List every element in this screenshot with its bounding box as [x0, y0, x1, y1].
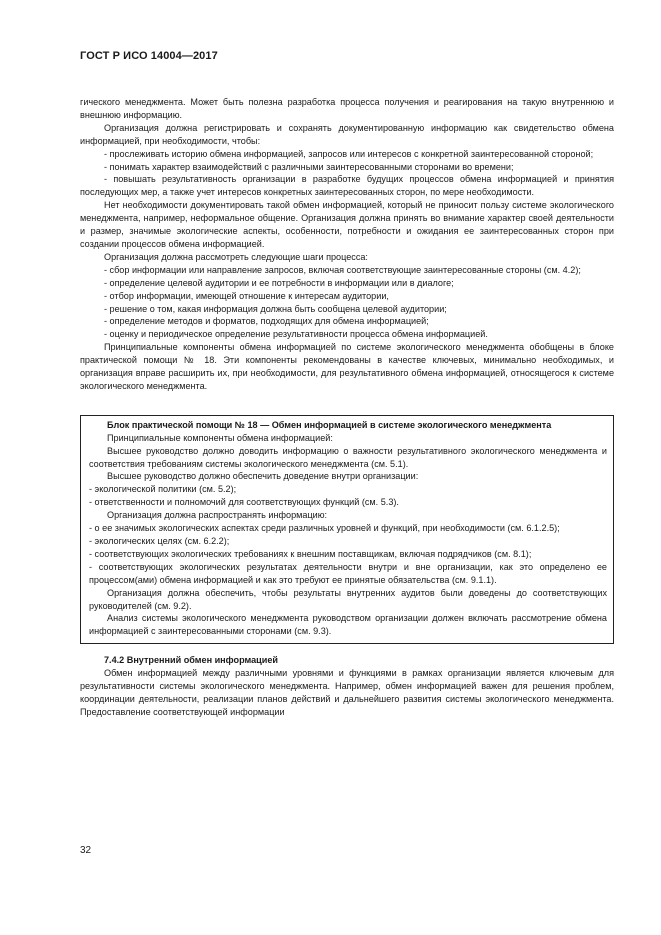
paragraph: Организация должна рассмотреть следующие шаги процесса:	[104, 251, 368, 262]
box-line: Высшее руководство должно обеспечить доведение внутри организации:	[107, 471, 419, 482]
list-item: - повышать результативность организации в разработке будущих процессов обмена информацией и принятия последующих мер, а также учет интересов конкретных заинтересованных сторон, по мере необходимости.	[80, 174, 614, 198]
box-list-item: - о ее значимых экологических аспектах среди различных уровней и функций, при необходимости (см. 6.1.2.5);	[89, 523, 560, 534]
practical-help-box	[80, 415, 614, 644]
box-list-item: - соответствующих экологических результатах деятельности внутри и вне организации, как это определено ее процессом(ами) обмена информацией и как это требуют ее принятые обязательства (см. 9.1.1).	[89, 561, 607, 585]
main-content	[80, 96, 614, 719]
standard-header: ГОСТ Р ИСО 14004—2017	[80, 50, 218, 62]
box-line: Организация должна распространять информацию:	[107, 510, 328, 521]
paragraph: Обмен информацией между различными уровнями и функциями в рамках организации является ключевым для результативности системы экологического менеджмента. Например, обмен информацией важен для решения проблем, координации деятельности, реализации планов действий и дальнейшего развития системы экологического менеджмента. Предоставление соответствующей информации	[80, 668, 614, 717]
box-line: Принципиальные компоненты обмена информацией:	[107, 432, 333, 443]
paragraph: Нет необходимости документировать такой обмен информацией, который не приносит пользу системе экологического менеджмента, например, неформальное общение. Организация должна принять во внимание характер своей деятельности и размер, значимые экологические аспекты, особенности, потребности и ожидания ее заинтересованных сторон при создании процессов обмена информацией.	[80, 200, 614, 249]
list-item: - сбор информации или направление запросов, включая соответствующие заинтересованные стороны (см. 4.2);	[104, 264, 581, 275]
list-item: - прослеживать историю обмена информацией, запросов или интересов с конкретной заинтересованной стороной;	[104, 148, 594, 159]
section-title: 7.4.2 Внутренний обмен информацией	[104, 655, 278, 666]
list-item: - отбор информации, имеющей отношение к интересам аудитории,	[104, 290, 389, 301]
box-line: Высшее руководство должно доводить информацию о важности результативного экологического менеджмента и соответствия требованиям системы экологического менеджмента (см. 5.1).	[89, 445, 607, 469]
box-list-item: - экологических целях (см. 6.2.2);	[89, 536, 230, 546]
box-title: Блок практической помощи № 18 — Обмен информацией в системе экологического менеджмента	[107, 419, 552, 430]
paragraph: Организация должна регистрировать и сохранять документированную информацию как свидетельство обмена информацией, при необходимости, чтобы:	[80, 122, 614, 146]
box-list-item: - экологической политики (см. 5.2);	[89, 484, 237, 495]
list-item: - решение о том, какая информация должна быть сообщена целевой аудитории;	[104, 303, 447, 314]
list-item: - оценку и периодическое определение результативности процесса обмена информацией.	[104, 329, 488, 340]
list-item: - определение методов и форматов, подходящих для обмена информацией;	[104, 316, 429, 327]
paragraph: Принципиальные компоненты обмена информацией по системе экологического менеджмента обобщены в блоке практической помощи № 18. Эти компоненты рекомендованы в качестве ключевых, минимально необходимых, и организация вправе расширить их, при необходимости, для результативного обмена информацией, относящегося к системе экологического менеджмента.	[80, 342, 614, 391]
paragraph: гического менеджмента. Может быть полезна разработка процесса получения и реагирования на такую внутреннюю и внешнюю информацию.	[80, 97, 614, 120]
list-item: - определение целевой аудитории и ее потребности в информации или в диалоге;	[104, 277, 454, 288]
list-item: - понимать характер взаимодействий с различными заинтересованными сторонами во времени;	[104, 161, 514, 172]
box-list-item: - ответственности и полномочий для соответствующих функций (см. 5.3).	[89, 497, 399, 508]
box-list-item: - соответствующих экологических требованиях к внешним поставщикам, включая подрядчиков (см. 8.1);	[89, 548, 532, 559]
box-line: Анализ системы экологического менеджмента руководством организации должен включать рассмотрение обмена информацией с заинтересованными сторонами (см. 9.3).	[89, 613, 607, 637]
box-line: Организация должна обеспечить, чтобы результаты внутренних аудитов были доведены до соответствующих руководителей (см. 9.2).	[89, 587, 607, 611]
page-number: 32	[80, 845, 92, 856]
